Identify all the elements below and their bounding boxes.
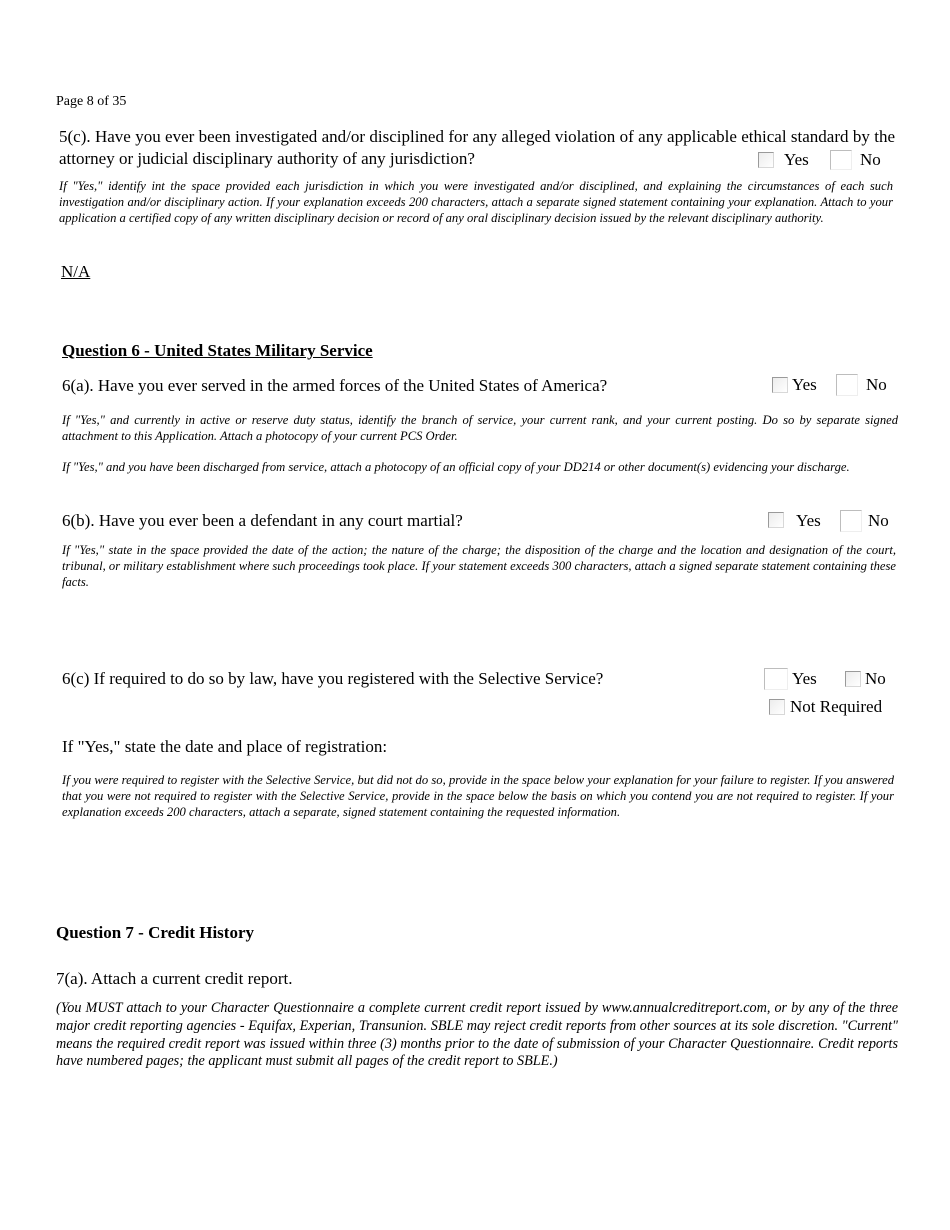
q6a-instructions-active: If "Yes," and currently in active or reserve duty status, identify the branch of service, your current rank, and your current posting. Do so by separate signed attachment to this Application. Attach a photocopy of your current PCS Order. <box>62 413 898 444</box>
question-7a-text: 7(a). Attach a current credit report. <box>56 969 293 988</box>
q6c-no-checkbox[interactable] <box>845 671 861 687</box>
question-6a-text: 6(a). Have you ever served in the armed forces of the United States of America? <box>62 376 608 395</box>
q6c-yes-label: Yes <box>792 669 817 688</box>
question-6c-text: 6(c) If required to do so by law, have you registered with the Selective Service? <box>62 669 604 688</box>
q6a-yes-label: Yes <box>792 375 817 394</box>
q6c-followup-text: If "Yes," state the date and place of registration: <box>62 737 388 756</box>
q6a-instructions-discharged: If "Yes," and you have been discharged from service, attach a photocopy of an official copy of your DD214 or other document(s) evidencing your discharge. <box>62 460 850 474</box>
q5c-no-checkbox[interactable] <box>830 150 852 170</box>
q6b-yes-checkbox[interactable] <box>768 512 784 528</box>
question-6b-text: 6(b). Have you ever been a defendant in any court martial? <box>62 511 463 530</box>
q6c-instructions: If you were required to register with the Selective Service, but did not do so, provide in the space below your explanation for your failure to register. If you answered that you were not required to register with the Selective Service, provide in the space below the basis on which you contend you are not required to register. If your explanation exceeds 200 characters, attach a separate, signed statement containing the requested information. <box>62 773 894 820</box>
q6a-yes-checkbox[interactable] <box>772 377 788 393</box>
q6b-no-checkbox[interactable] <box>840 510 862 532</box>
question-5c-text: 5(c). Have you ever been investigated and/or disciplined for any alleged violation of any applicable ethical standard by the attorney or judicial disciplinary authority of any jurisdiction? <box>59 127 895 168</box>
q6c-yes-checkbox[interactable] <box>764 668 788 690</box>
q6a-no-checkbox[interactable] <box>836 374 858 396</box>
q5c-instructions: If "Yes," identify int the space provided each jurisdiction in which you were investigated and/or disciplined, and explaining the circumstances of each such investigation and/or disciplinary action. If your explanation exceeds 200 characters, attach a separate signed statement containing your explanation. Attach to your application a certified copy of any written disciplinary decision or record of any oral disciplinary decision issued by the relevant disciplinary authority. <box>59 179 893 226</box>
question-7-heading: Question 7 - Credit History <box>56 923 255 942</box>
q6c-no-label: No <box>865 669 886 688</box>
q5c-yes-label: Yes <box>784 150 809 169</box>
q6c-not-required-checkbox[interactable] <box>769 699 785 715</box>
q6b-no-label: No <box>868 511 889 530</box>
page-number: Page 8 of 35 <box>56 94 127 109</box>
q5c-yes-checkbox[interactable] <box>758 152 774 168</box>
q6a-no-label: No <box>866 375 887 394</box>
question-6-heading: Question 6 - United States Military Service <box>62 341 373 360</box>
q7a-instructions: (You MUST attach to your Character Questionnaire a complete current credit report issued by www.annualcreditreport.com, or by any of the three major credit reporting agencies - Equifax, Experian, Transunion. SBLE may reject credit reports from other sources at its sole discretion. "Current" means the required credit report was issued within three (3) months prior to the date of submission of your Character Questionnaire. Credit reports have numbered pages; the applicant must submit all pages of the credit report to SBLE.) <box>56 1000 898 1070</box>
q6c-not-required-label: Not Required <box>790 697 883 716</box>
q6b-yes-label: Yes <box>796 511 821 530</box>
q5c-answer: N/A <box>61 262 91 281</box>
q5c-no-label: No <box>860 150 881 169</box>
q6b-instructions: If "Yes," state in the space provided the date of the action; the nature of the charge; the disposition of the charge and the location and designation of the court, tribunal, or military establishment where such proceedings took place. If your statement exceeds 300 characters, attach a signed separate statement containing these facts. <box>62 543 896 590</box>
